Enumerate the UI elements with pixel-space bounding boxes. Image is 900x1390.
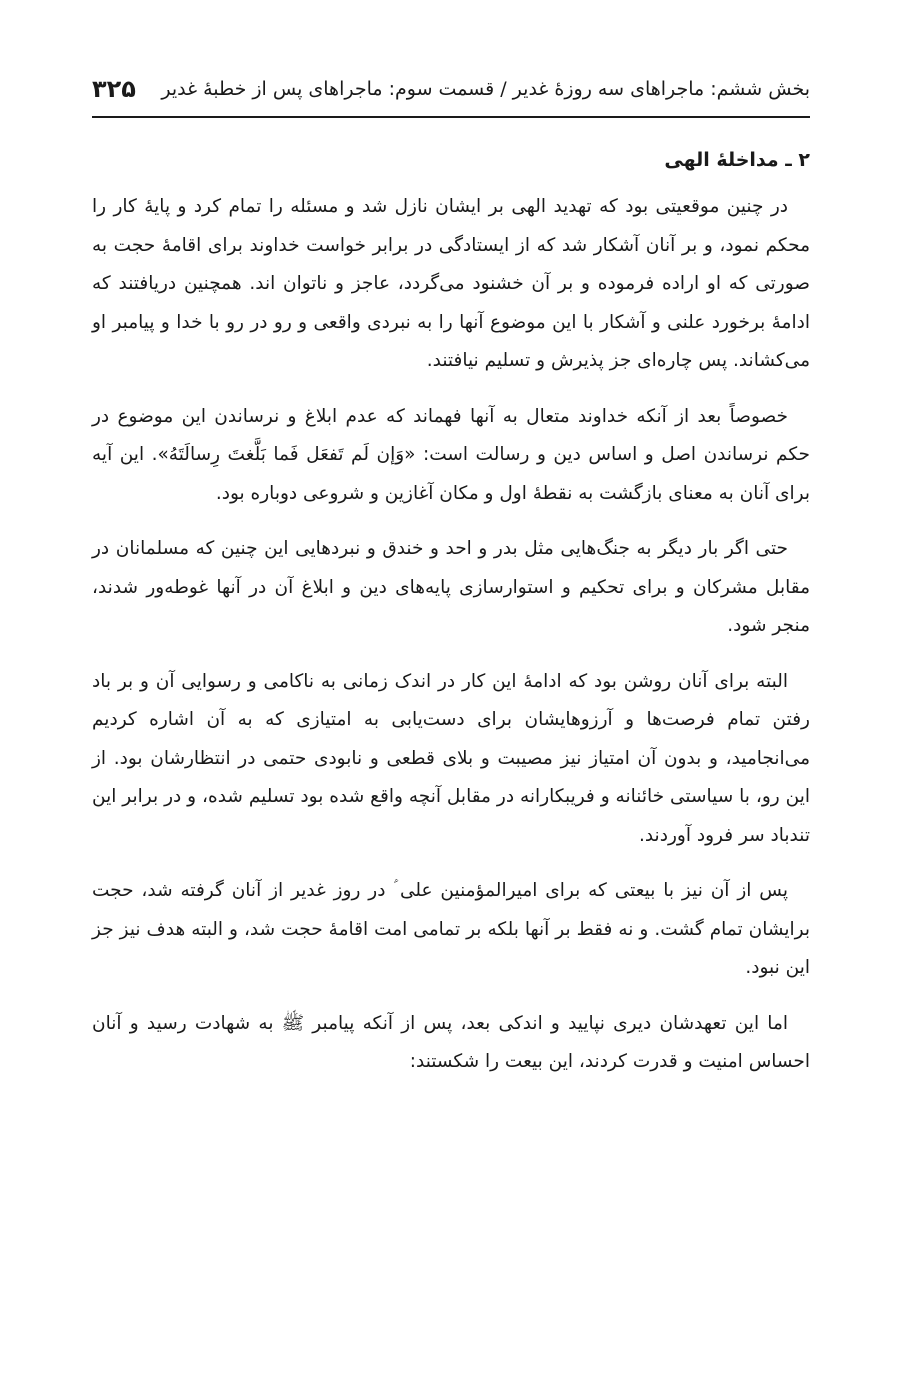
paragraph-4: البته برای آنان روشن بود که ادامهٔ این کار در اندک زمانی به ناکامی و رسوایی آن و بر باد رفتن تمام فرصت‌ها و آرزوهایشان برای دست‌یابی به امتیازی که به آن اشاره کردیم می‌انجامید، و بدون آن امتیاز نیز مصیبت و بلای قطعی و نابودی حتمی در انتظارشان بود. از این رو، با سیاستی خائنانه و فریبکارانه در مقابل آنچه واقع شده بود تسلیم شده، و در برابر این تندباد سر فرود آوردند.: [92, 670, 810, 846]
paragraph-1: در چنین موقعیتی بود که تهدید الهی بر ایشان نازل شد و مسئله را تمام کرد و پایهٔ کار را محکم نمود، و بر آنان آشکار شد که از ایستادگی در برابر خواست خداوند برای اقامهٔ حجت به صورتی که او اراده فرموده و بر آن خشنود می‌گردد، عاجز و ناتوان اند. همچنین دریافتند که ادامهٔ برخورد علنی و آشکار با این موضوع آنها را به نبردی واقعی و رو در رو با خدا و پیامبر او می‌کشاند. پس چاره‌ای جز پذیرش و تسلیم نیافتند.: [92, 196, 810, 371]
running-title: بخش ششم: ماجراهای سه روزهٔ غدیر / قسمت سوم: ماجراهای پس از خطبهٔ غدیر: [161, 78, 810, 100]
paragraph-5: پس از آن نیز با بیعتی که برای امیرالمؤمنین علی ؑ در روز غدیر از آنان گرفته شد، حجت برایشان تمام گشت. و نه فقط بر آنها بلکه بر تمامی امت اقامهٔ حجت شد، و البته هدف نیز جز این نبود.: [92, 880, 810, 978]
page-content: [92, 140, 810, 1099]
page-number: ۳۲۵: [92, 75, 136, 103]
paragraph-3: حتی اگر بار دیگر به جنگ‌هایی مثل بدر و احد و خندق و نبردهایی این چنین که مسلمانان در مقابل مشرکان و برای تحکیم و استوارسازی پایه‌های دین و ابلاغ آن در آنها غوطه‌ور شدند، منجر شود.: [92, 538, 810, 636]
section-heading: ۲ ـ مداخلهٔ الهی: [664, 149, 810, 171]
paragraph-2: خصوصاً بعد از آنکه خداوند متعال به آنها فهماند که عدم ابلاغ و نرساندن این موضوع در حکم نرساندن اصل و اساس دین و رسالت است: «وَإن لَم تَفعَل فَما بَلَّغتَ رِسالَتَهُ». این آیه برای آنان به معنای بازگشت به نقطهٔ اول و مکان آغازین و شروعی دوباره بود.: [92, 405, 810, 504]
header-rule: [92, 116, 810, 118]
paragraph-6: اما این تعهدشان دیری نپایید و اندکی بعد، پس از آنکه پیامبر ﷺ به شهادت رسید و آنان احساس امنیت و قدرت کردند، این بیعت را شکستند:: [92, 1012, 810, 1072]
running-header: [92, 68, 810, 110]
